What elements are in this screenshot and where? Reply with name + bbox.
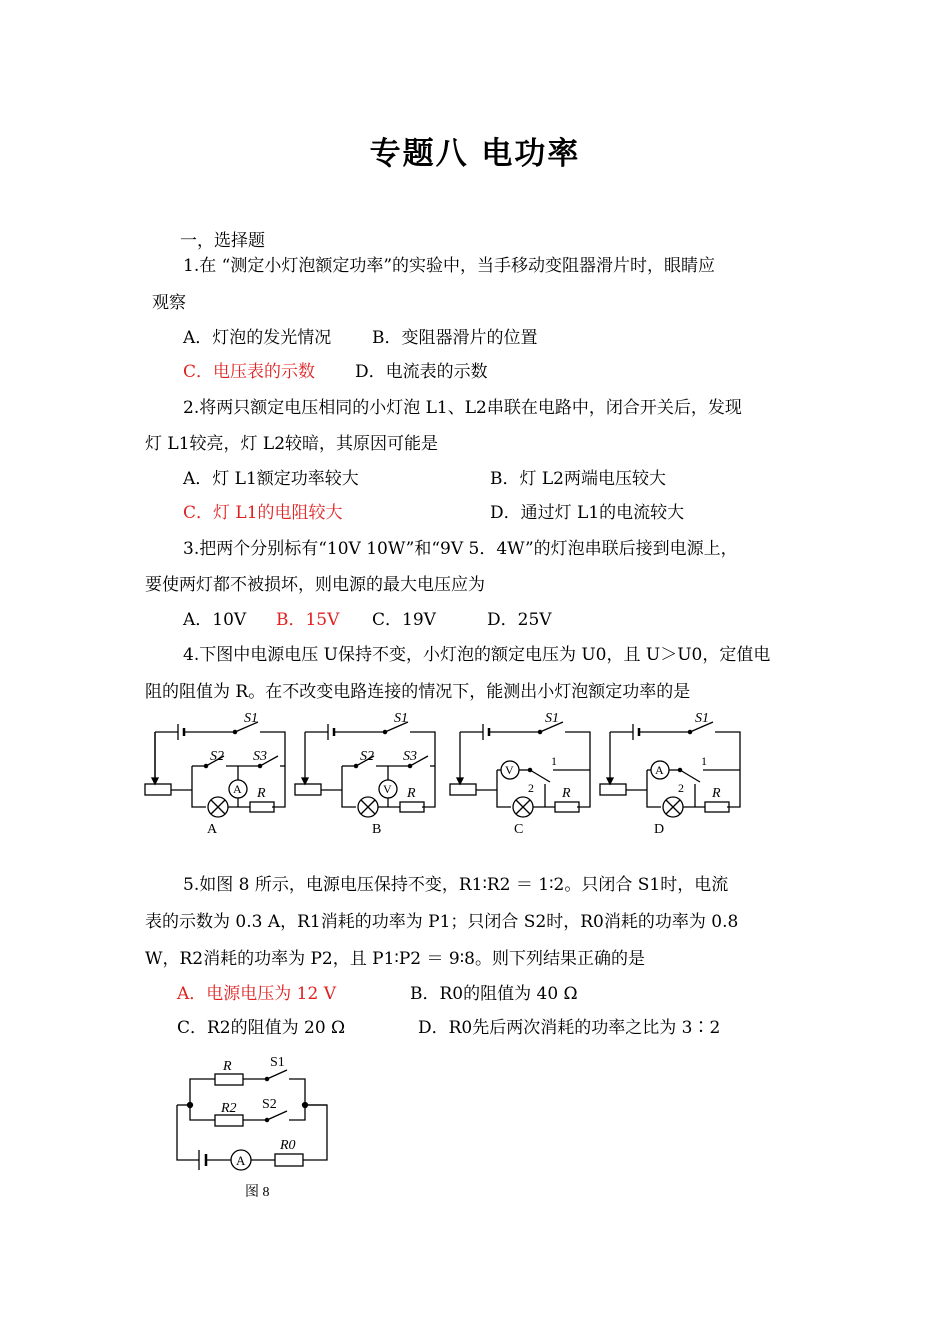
q5-option-b: B．R0的阻值为 40 Ω — [410, 984, 578, 1004]
q3-option-d: D．25V — [487, 610, 552, 630]
q2-stem-cont: 灯 L1较亮，灯 L2较暗，其原因可能是 — [145, 434, 439, 454]
circuit-a-ammeter: A — [233, 782, 242, 796]
figure-8-r0-label: R0 — [280, 1138, 296, 1153]
figure-8-s1-label: S1 — [270, 1055, 285, 1070]
circuit-c-pos1: 1 — [551, 754, 557, 768]
figure-8-ammeter: A — [236, 1153, 246, 1168]
circuit-d — [600, 722, 740, 817]
circuit-a-s1: S1 — [244, 711, 258, 726]
circuit-b-r: R — [407, 786, 416, 801]
q4-circuit-diagrams — [140, 700, 760, 840]
q5-stem-cont-1: 表的示数为 0.3 A，R1消耗的功率为 P1；只闭合 S2时，R0消耗的功率为 0.8 — [145, 912, 739, 932]
circuit-b-s3: S3 — [403, 749, 417, 764]
circuit-b-s2: S2 — [360, 749, 374, 764]
q3-option-a: A．10V — [183, 610, 247, 630]
q1-option-d: D．电流表的示数 — [355, 362, 488, 382]
q2-option-a: A．灯 L1额定功率较大 — [183, 469, 359, 489]
circuit-c — [450, 722, 590, 817]
circuit-c-s1: S1 — [545, 711, 559, 726]
circuit-b-s1: S1 — [394, 711, 408, 726]
circuit-c-pos2: 2 — [528, 781, 534, 795]
circuit-d-pos1: 1 — [701, 754, 707, 768]
circuit-c-r: R — [562, 786, 571, 801]
circuit-b — [295, 722, 435, 817]
figure-8-s2-label: S2 — [262, 1097, 277, 1112]
circuit-d-label: D — [654, 822, 665, 837]
page-title: 专题八 电功率 — [369, 136, 581, 172]
q4-stem: 4.下图中电源电压 U保持不变，小灯泡的额定电压为 U0，且 U＞U0，定值电 — [183, 645, 771, 665]
q2-option-d: D．通过灯 L1的电流较大 — [490, 503, 685, 523]
circuit-a — [145, 722, 285, 817]
q2-option-c-answer: C．灯 L1的电阻较大 — [183, 503, 343, 523]
q4-stem-cont: 阻的阻值为 R。在不改变电路连接的情况下，能测出小灯泡额定功率的是 — [145, 682, 691, 702]
q5-stem: 5.如图 8 所示，电源电压保持不变，R1∶R2 ＝ 1∶2。只闭合 S1时，电流 — [183, 875, 729, 895]
q2-stem: 2.将两只额定电压相同的小灯泡 L1、L2串联在电路中，闭合开关后，发现 — [183, 398, 742, 418]
q1-option-a: A．灯泡的发光情况 — [183, 328, 332, 348]
q1-option-b: B．变阻器滑片的位置 — [372, 328, 538, 348]
circuit-d-ammeter: A — [655, 763, 664, 777]
q3-option-c: C．19V — [372, 610, 436, 630]
figure-8-circuit — [165, 1048, 345, 1208]
circuit-a-s2: S2 — [210, 749, 224, 764]
q3-stem-cont: 要使两灯都不被损坏，则电源的最大电压应为 — [145, 575, 485, 595]
circuit-d-s1: S1 — [695, 711, 709, 726]
q3-option-b-answer: B．15V — [276, 610, 340, 630]
q1-option-c-answer: C．电压表的示数 — [183, 362, 316, 382]
circuit-b-label: B — [372, 822, 382, 837]
figure-8-caption: 图 8 — [245, 1185, 270, 1200]
circuit-a-s3: S3 — [253, 749, 267, 764]
circuit-d-r: R — [712, 786, 721, 801]
q2-option-b: B．灯 L2两端电压较大 — [490, 469, 667, 489]
section-heading: 一，选择题 — [180, 231, 265, 251]
q5-option-c: C．R2的阻值为 20 Ω — [177, 1018, 346, 1038]
circuit-c-voltmeter: V — [505, 763, 514, 777]
q3-stem: 3.把两个分别标有“10V 10W”和“9V 5．4W”的灯泡串联后接到电源上， — [183, 539, 738, 559]
circuit-a-r: R — [257, 786, 266, 801]
q5-option-d: D．R0先后两次消耗的功率之比为 3∶2 — [418, 1018, 721, 1038]
circuit-a-label: A — [207, 822, 218, 837]
q1-stem-cont: 观察 — [152, 293, 186, 313]
figure-8-r2-label: R2 — [221, 1101, 237, 1116]
circuit-c-label: C — [514, 822, 524, 837]
q5-stem-cont-2: W，R2消耗的功率为 P2，且 P1∶P2 ＝ 9∶8。则下列结果正确的是 — [145, 949, 645, 969]
circuit-d-pos2: 2 — [678, 781, 684, 795]
figure-8-r-label: R — [223, 1059, 232, 1074]
q5-option-a-answer: A．电源电压为 12 V — [177, 984, 336, 1004]
circuit-b-voltmeter: V — [383, 782, 392, 796]
q1-stem: 1.在 “测定小灯泡额定功率”的实验中，当手移动变阻器滑片时，眼睛应 — [183, 256, 716, 276]
